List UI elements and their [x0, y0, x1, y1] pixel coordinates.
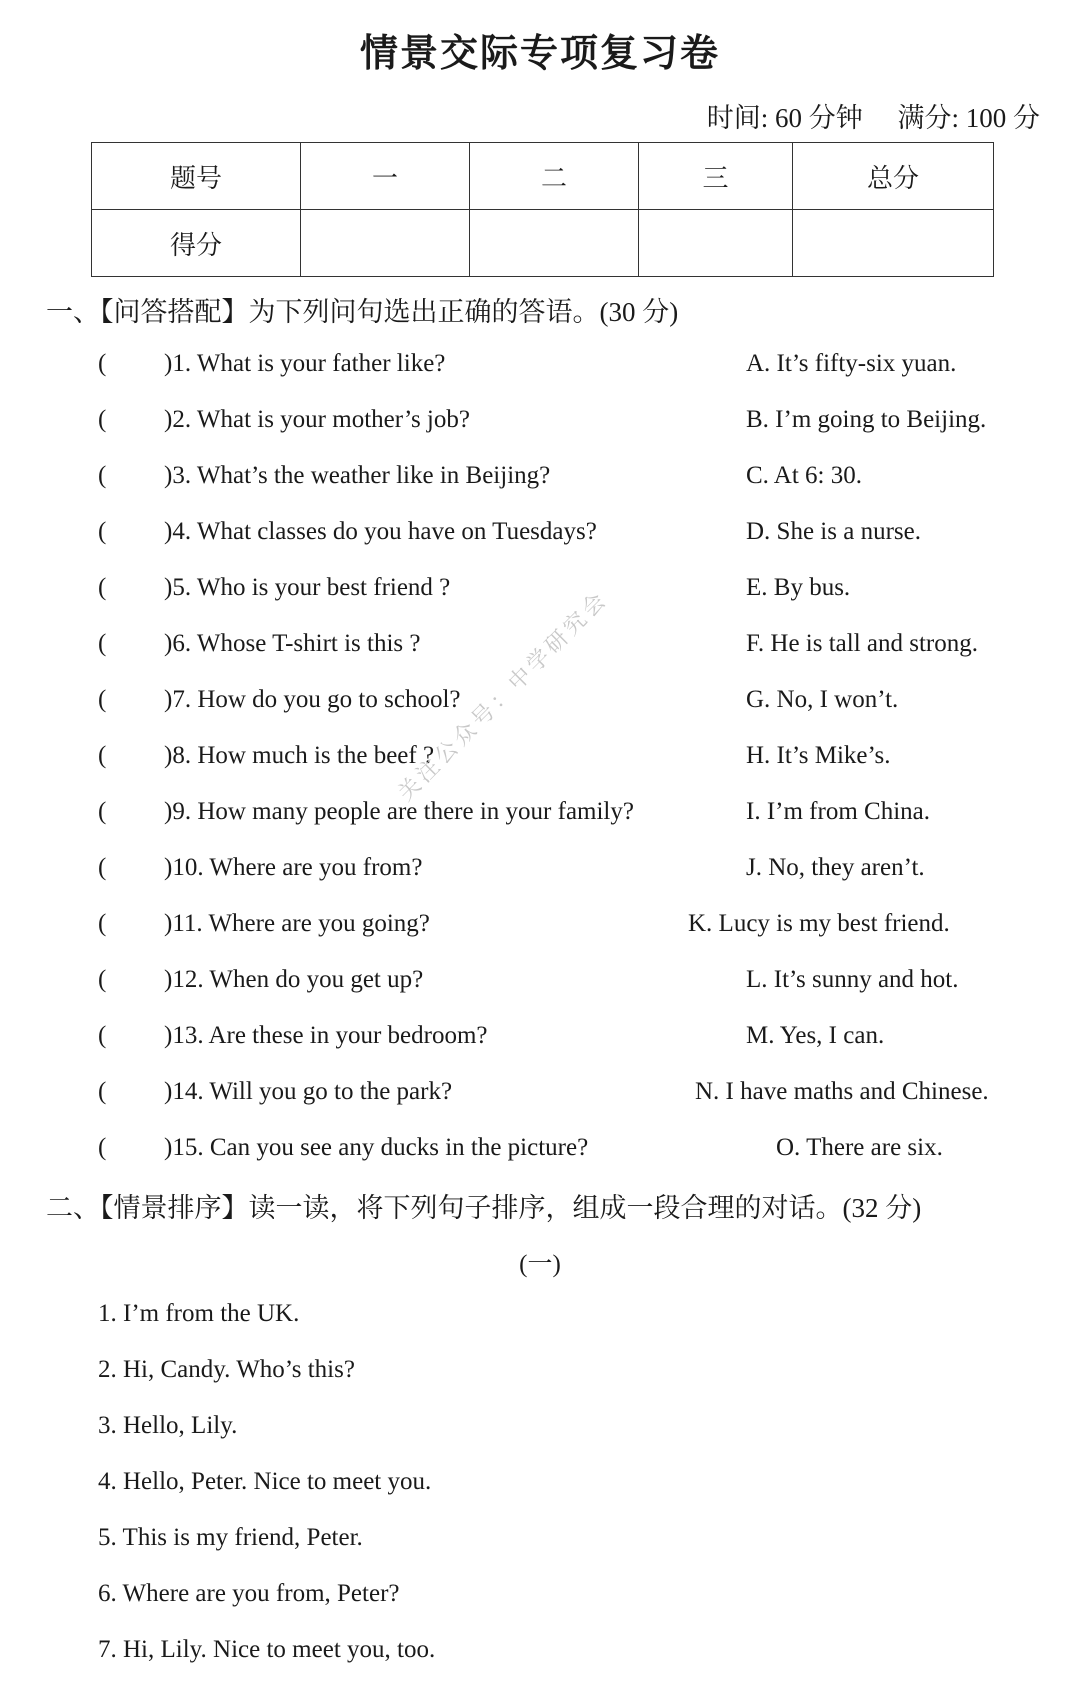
question-item: [98, 518, 597, 546]
question-text: )12. When do you get up?: [164, 966, 424, 993]
question-item: [98, 406, 470, 434]
question-text: )5. Who is your best friend ?: [164, 574, 451, 601]
question-item: [98, 1078, 452, 1106]
question-item: [98, 798, 634, 826]
score-cell[interactable]: [639, 210, 793, 277]
answer-blank[interactable]: (: [98, 686, 107, 713]
dialogue-sentence: 5. This is my friend, Peter.: [98, 1524, 363, 1551]
question-text: )9. How many people are there in your family?: [164, 798, 634, 825]
question-item: [98, 1022, 488, 1050]
time-limit: 时间: 60 分钟: [706, 103, 863, 133]
question-text: )13. Are these in your bedroom?: [164, 1022, 488, 1049]
answer-option: G. No, I won’t.: [746, 686, 899, 713]
answer-option: H. It’s Mike’s.: [746, 742, 891, 769]
answer-blank[interactable]: (: [98, 1022, 107, 1049]
question-item: [98, 686, 461, 714]
answer-option: C. At 6: 30.: [746, 462, 862, 489]
question-item: [98, 630, 420, 658]
watermark: 关注公众号：中学研究会: [392, 585, 613, 806]
question-item: [98, 462, 550, 490]
answer-blank[interactable]: (: [98, 798, 107, 825]
question-text: )3. What’s the weather like in Beijing?: [164, 462, 551, 489]
answer-blank[interactable]: (: [98, 630, 107, 657]
score-header-cell: 三: [639, 143, 793, 210]
question-item: [98, 742, 434, 770]
score-table-header-row: [92, 143, 994, 210]
dialogue-sentence: 7. Hi, Lily. Nice to meet you, too.: [98, 1636, 436, 1663]
question-text: )14. Will you go to the park?: [164, 1078, 453, 1105]
question-text: )2. What is your mother’s job?: [164, 406, 470, 433]
answer-option: M. Yes, I can.: [746, 1022, 885, 1049]
answer-option: O. There are six.: [776, 1134, 943, 1161]
answer-option: I. I’m from China.: [746, 798, 930, 825]
answer-option: L. It’s sunny and hot.: [746, 966, 959, 993]
answer-option: K. Lucy is my best friend.: [688, 910, 950, 937]
answer-blank[interactable]: (: [98, 742, 107, 769]
question-item: [98, 574, 450, 602]
score-header-cell: 一: [301, 143, 470, 210]
answer-blank[interactable]: (: [98, 1078, 107, 1105]
score-cell[interactable]: [470, 210, 639, 277]
question-item: [98, 350, 445, 378]
answer-blank[interactable]: (: [98, 462, 107, 489]
dialogue-sentence: 1. I’m from the UK.: [98, 1300, 300, 1327]
score-cell[interactable]: [301, 210, 470, 277]
answer-option: E. By bus.: [746, 574, 851, 601]
answer-option: F. He is tall and strong.: [746, 630, 979, 657]
question-text: )7. How do you go to school?: [164, 686, 461, 713]
full-score: 满分: 100 分: [897, 103, 1040, 133]
dialogue-sentence: 6. Where are you from, Peter?: [98, 1580, 400, 1607]
answer-option: D. She is a nurse.: [746, 518, 921, 545]
score-table-score-row: [92, 210, 994, 277]
answer-blank[interactable]: (: [98, 350, 107, 377]
answer-blank[interactable]: (: [98, 966, 107, 993]
score-row-label: 得分: [92, 210, 301, 277]
dialogue-sentence: 2. Hi, Candy. Who’s this?: [98, 1356, 355, 1383]
answer-blank[interactable]: (: [98, 1134, 107, 1161]
answer-blank[interactable]: (: [98, 518, 107, 545]
question-item: [98, 854, 422, 882]
dialogue-sentence: 3. Hello, Lily.: [98, 1412, 238, 1439]
answer-blank[interactable]: (: [98, 574, 107, 601]
answer-option: A. It’s fifty-six yuan.: [746, 350, 957, 377]
question-item: [98, 910, 430, 938]
answer-option: N. I have maths and Chinese.: [695, 1078, 989, 1105]
question-text: )8. How much is the beef ?: [164, 742, 435, 769]
question-text: )15. Can you see any ducks in the picture?: [164, 1134, 589, 1161]
answer-blank[interactable]: (: [98, 854, 107, 881]
section2-subheading: (一): [519, 1251, 561, 1278]
page-title: 情景交际专项复习卷: [359, 33, 720, 75]
question-item: [98, 1134, 588, 1162]
answer-option: B. I’m going to Beijing.: [746, 406, 987, 433]
question-text: )10. Where are you from?: [164, 854, 423, 881]
question-text: )1. What is your father like?: [164, 350, 446, 377]
exam-meta: [679, 96, 1040, 135]
answer-blank[interactable]: (: [98, 406, 107, 433]
score-header-cell: 二: [470, 143, 639, 210]
score-table: [91, 142, 994, 277]
answer-option: J. No, they aren’t.: [746, 854, 925, 881]
question-item: [98, 966, 423, 994]
dialogue-sentence: 4. Hello, Peter. Nice to meet you.: [98, 1468, 432, 1495]
score-cell[interactable]: [793, 210, 994, 277]
question-text: )11. Where are you going?: [164, 910, 430, 937]
section2-heading: 二、【情景排序】读一读，将下列句子排序，组成一段合理的对话。(32 分): [46, 1193, 922, 1223]
question-text: )6. Whose T-shirt is this ?: [164, 630, 421, 657]
answer-blank[interactable]: (: [98, 910, 107, 937]
question-text: )4. What classes do you have on Tuesdays?: [164, 518, 597, 545]
score-header-cell: 总分: [793, 143, 994, 210]
section1-heading: 一、【问答搭配】为下列问句选出正确的答语。(30 分): [46, 297, 679, 327]
score-header-cell: 题号: [92, 143, 301, 210]
